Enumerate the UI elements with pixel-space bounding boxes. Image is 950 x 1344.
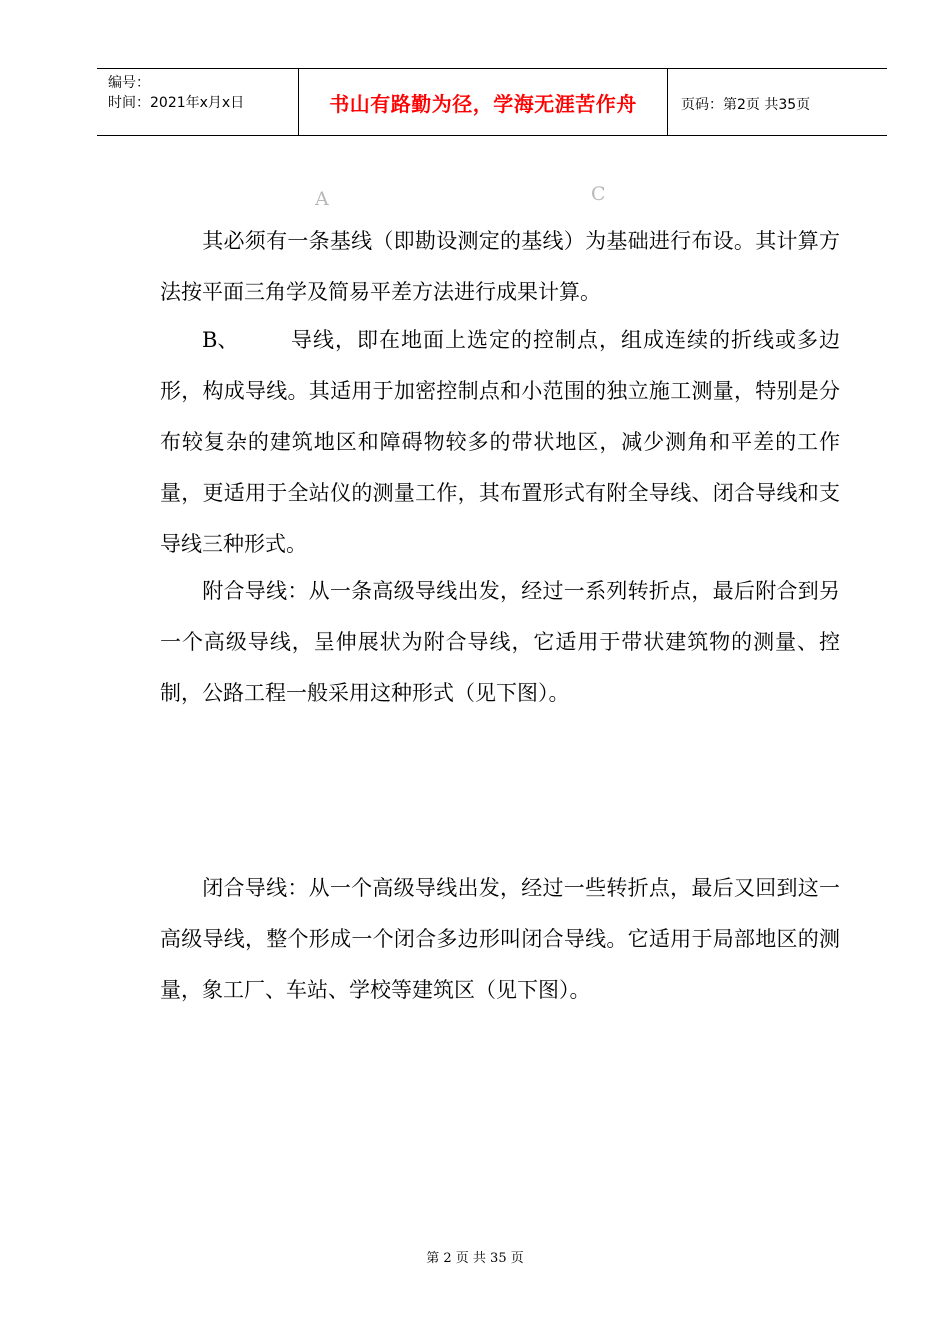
header-bottom-rule [97,135,887,136]
paragraph-text: 导线，即在地面上选定的控制点，组成连续的折线或多边形，构成导线。其适用于加密控制点和小范围的独立施工测量，特别是分布较复杂的建筑地区和障碍物较多的带状地区，减少测角和平差的工作量，更适用于全站仪的测量工作，其布置形式有附全导线、闭合导线和支导线三种形式。 [160,328,840,556]
paragraph-text: 附合导线：从一条高级导线出发，经过一系列转折点，最后附合到另一个高级导线，呈伸展状为附合导线，它适用于带状建筑物的测量、控制，公路工程一般采用这种形式（见下图）。 [160,579,840,705]
paragraph-traverse [160,315,840,570]
figure-point-a: A [315,188,329,210]
paragraph-closed-traverse [160,863,840,1016]
time-label: 时间：2021年x月x日 [108,95,245,111]
figure-point-c: C [591,183,606,205]
paragraph-connecting-traverse [160,566,840,719]
item-label: B、 [202,328,239,352]
serial-label: 编号： [108,75,150,91]
paragraph-text: 闭合导线：从一个高级导线出发，经过一些转折点，最后又回到这一高级导线，整个形成一个闭合多边形叫闭合导线。它适用于局部地区的测量，象工厂、车站、学校等建筑区（见下图）。 [160,876,840,1002]
header-meta [108,73,244,113]
header-motto: 书山有路勤为径，学海无涯苦作舟 [329,92,637,116]
header-top-rule [97,68,887,69]
paragraph-text: 其必须有一条基线（即勘设测定的基线）为基础进行布设。其计算方法按平面三角学及简易平差方法进行成果计算。 [160,229,840,304]
paragraph-baseline [160,216,840,318]
header-page-info: 页码：第2页 共35页 [681,97,811,113]
page-footer: 第 2 页 共 35 页 [426,1251,524,1266]
